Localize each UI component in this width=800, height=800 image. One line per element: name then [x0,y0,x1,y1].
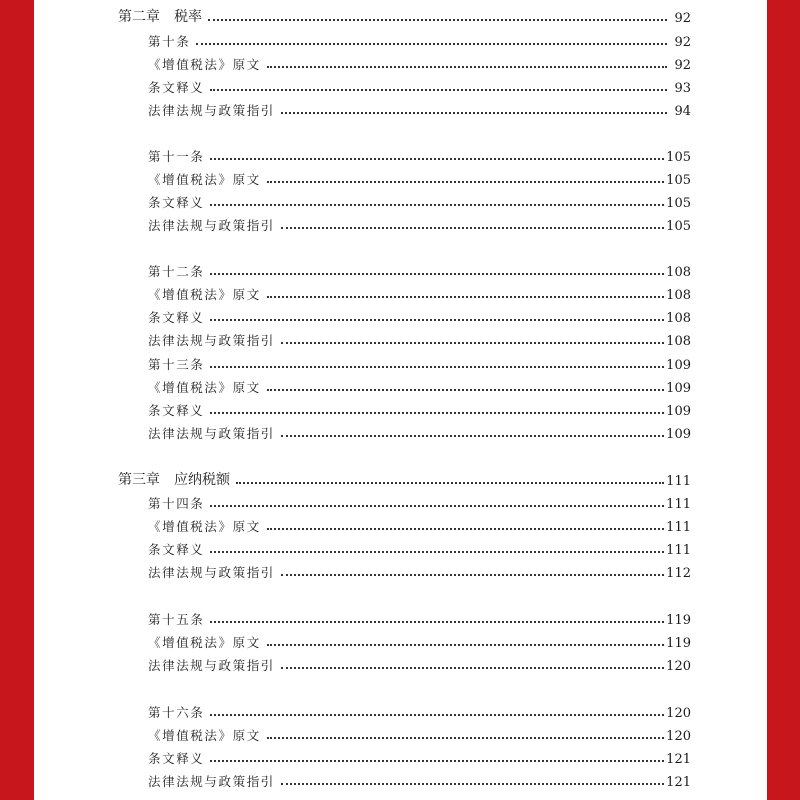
toc-entry-label: 条文释义 [148,195,205,210]
toc-entry-row [148,258,691,280]
toc-entry-label: 第二章 税率 [118,9,202,25]
toc-entry-row [148,374,691,396]
dot-leader [281,227,664,229]
toc-page-number: 121 [666,775,691,790]
toc-entry-row [148,51,691,73]
dot-leader [210,412,664,414]
toc-entry-label: 条文释义 [148,310,205,325]
dot-leader [281,783,664,785]
table-of-contents [34,0,767,800]
toc-page-number: 109 [666,404,691,419]
dot-leader [267,66,667,68]
toc-entry-row [148,768,691,790]
dot-leader [281,342,664,344]
toc-page-number: 105 [666,173,691,188]
toc-entry-label: 第十条 [148,34,191,49]
toc-entry-label: 第十四条 [148,496,205,511]
toc-entry-row [148,74,691,96]
toc-entry-label: 条文释义 [148,403,205,418]
dot-leader [281,667,664,669]
dot-leader [281,574,664,576]
toc-entry-label: 法律法规与政策指引 [148,565,275,580]
toc-entry-label: 第十五条 [148,612,205,627]
toc-entry-label: 第十二条 [148,264,205,279]
toc-entry-label: 第十三条 [148,357,205,372]
toc-entry-row [148,327,691,349]
toc-page-number: 92 [674,58,691,73]
toc-entry-row [148,281,691,303]
toc-entry-label: 第十六条 [148,705,205,720]
toc-page-number: 111 [666,520,691,535]
toc-page-number: 112 [666,566,691,581]
toc-entry-label: 条文释义 [148,542,205,557]
toc-entry-label: 条文释义 [148,80,205,95]
dot-leader [267,389,664,391]
toc-page-number: 120 [666,729,691,744]
toc-entry-row [148,97,691,119]
toc-entry-label: 《增值税法》原文 [148,380,261,395]
toc-entry-label: 法律法规与政策指引 [148,426,275,441]
toc-page-number: 120 [666,659,691,674]
dot-leader [210,319,664,321]
toc-page-number: 111 [666,474,691,489]
toc-entry-row [148,536,691,558]
dot-leader [210,204,664,206]
toc-entry-row [148,490,691,512]
toc-page-number: 119 [666,636,691,651]
toc-page-number: 92 [674,11,691,26]
dot-leader [210,551,664,553]
toc-entry-label: 《增值税法》原文 [148,57,261,72]
toc-entry-row [148,351,691,373]
toc-entry-row [148,559,691,581]
toc-entry-row [148,745,691,767]
toc-entry-row [148,304,691,326]
toc-entry-row [148,699,691,721]
toc-page-number: 108 [666,288,691,303]
dot-leader [267,528,664,530]
toc-page-number: 120 [666,706,691,721]
toc-entry-row [148,212,691,234]
toc-page-number: 108 [666,334,691,349]
dot-leader [210,714,664,716]
document-page [34,0,767,800]
toc-page-number: 108 [666,311,691,326]
toc-page-number: 121 [666,752,691,767]
toc-entry-row [148,397,691,419]
toc-page-number: 94 [674,104,691,119]
toc-entry-label: 《增值税法》原文 [148,635,261,650]
dot-leader [267,644,664,646]
dot-leader [281,435,664,437]
toc-entry-label: 《增值税法》原文 [148,287,261,302]
toc-page-number: 93 [674,81,691,96]
toc-entry-row [148,28,691,50]
toc-chapter-row [118,4,691,26]
dot-leader [281,112,667,114]
toc-entry-label: 法律法规与政策指引 [148,218,275,233]
dot-leader [210,505,664,507]
toc-entry-label: 《增值税法》原文 [148,172,261,187]
toc-entry-label: 第三章 应纳税额 [118,472,230,488]
dot-leader [236,482,664,484]
toc-entry-row [148,652,691,674]
toc-entry-row [148,722,691,744]
toc-page-number: 109 [666,427,691,442]
toc-page-number: 111 [666,543,691,558]
dot-leader [267,296,664,298]
dot-leader [210,158,664,160]
toc-page-number: 119 [666,613,691,628]
dot-leader [210,760,664,762]
toc-entry-label: 条文释义 [148,751,205,766]
toc-entry-label: 《增值税法》原文 [148,519,261,534]
dot-leader [267,737,664,739]
toc-page-number: 92 [674,35,691,50]
toc-entry-row [148,143,691,165]
toc-entry-row [148,513,691,535]
toc-entry-row [148,189,691,211]
dot-leader [208,19,667,21]
toc-page-number: 108 [666,265,691,280]
dot-leader [196,43,667,45]
toc-entry-label: 法律法规与政策指引 [148,774,275,789]
dot-leader [210,89,667,91]
toc-page-number: 109 [666,358,691,373]
toc-entry-row [148,629,691,651]
toc-entry-label: 第十一条 [148,149,205,164]
toc-entry-row [148,606,691,628]
toc-entry-label: 法律法规与政策指引 [148,103,275,118]
toc-page-number: 105 [666,219,691,234]
toc-chapter-row [118,467,691,489]
dot-leader [267,181,664,183]
dot-leader [210,273,664,275]
toc-entry-label: 法律法规与政策指引 [148,658,275,673]
dot-leader [210,621,664,623]
toc-page-number: 105 [666,196,691,211]
toc-entry-label: 《增值税法》原文 [148,728,261,743]
dot-leader [210,366,664,368]
toc-page-number: 109 [666,381,691,396]
toc-entry-row [148,166,691,188]
toc-page-number: 105 [666,150,691,165]
toc-entry-row [148,420,691,442]
toc-page-number: 111 [666,497,691,512]
toc-entry-label: 法律法规与政策指引 [148,333,275,348]
